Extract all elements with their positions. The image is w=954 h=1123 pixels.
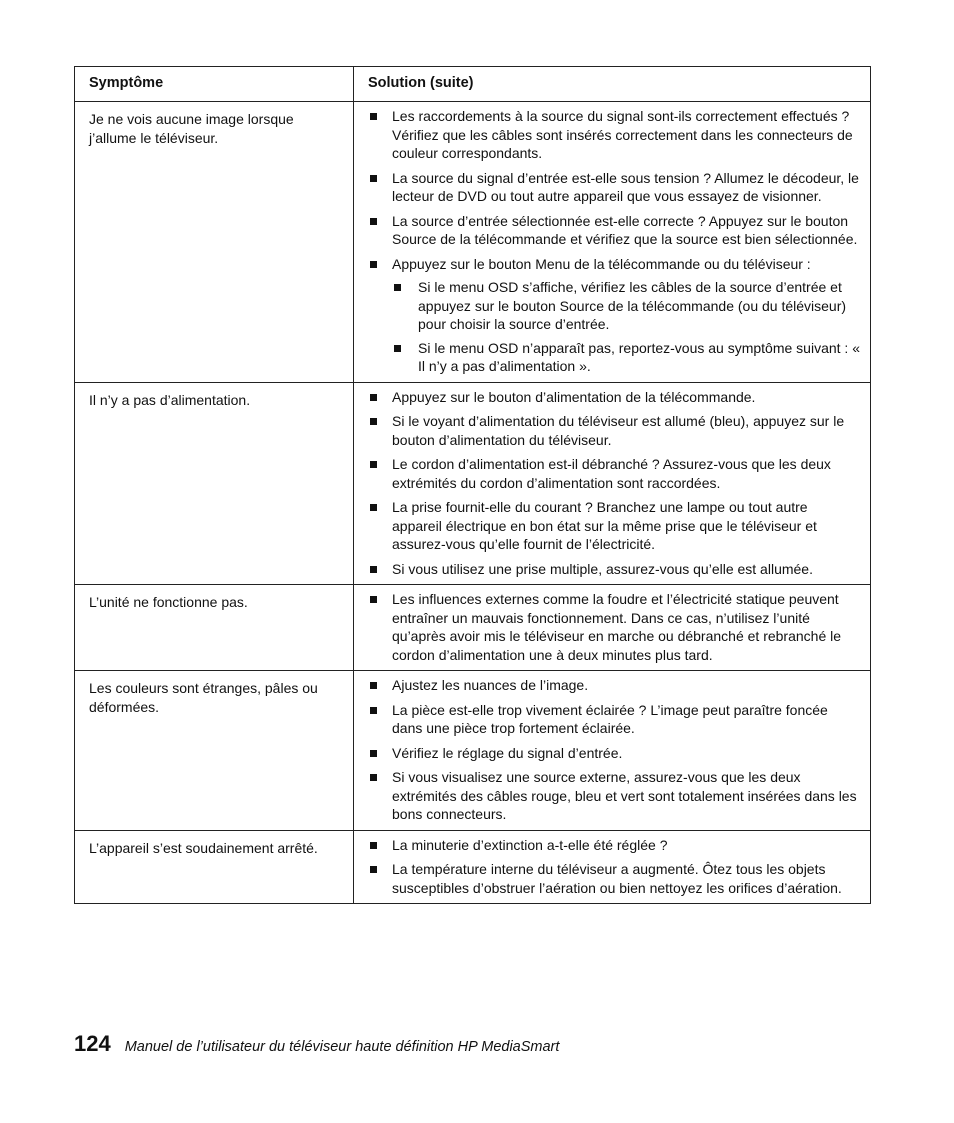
solution-item: Si le voyant d’alimentation du téléviseur est allumé (bleu), appuyez sur le bouton d’alimentation du téléviseur.	[368, 412, 860, 449]
table-row	[75, 830, 871, 904]
header-solution: Solution (suite)	[354, 67, 871, 102]
solution-item: La source du signal d’entrée est-elle sous tension ? Allumez le décodeur, le lecteur de DVD ou tout autre appareil que vous essayez de visionner.	[368, 169, 860, 206]
solution-cell	[354, 382, 871, 585]
symptom-cell: L’appareil s’est soudainement arrêté.	[75, 830, 354, 904]
solution-item: La source d’entrée sélectionnée est-elle correcte ? Appuyez sur le bouton Source de la télécommande et vérifiez que la source est bien sélectionnée.	[368, 212, 860, 249]
solution-list	[368, 676, 860, 824]
solution-item: Les influences externes comme la foudre et l’électricité statique peuvent entraîner un mauvais fonctionnement. Dans ce cas, n’utilisez l’unité qu’après avoir mis le téléviseur en marche ou débranché et rebranché le cordon d’alimentation une à deux minutes plus tard.	[368, 590, 860, 664]
symptom-cell: Je ne vois aucune image lorsque j’allume le téléviseur.	[75, 102, 354, 383]
symptom-cell: Les couleurs sont étranges, pâles ou déformées.	[75, 671, 354, 831]
solution-item: La prise fournit-elle du courant ? Branchez une lampe ou tout autre appareil électrique en bon état sur la même prise que le téléviseur et assurez-vous qu’elle fournit de l’électricité.	[368, 498, 860, 554]
solution-cell	[354, 671, 871, 831]
symptom-cell: Il n’y a pas d’alimentation.	[75, 382, 354, 585]
solution-cell	[354, 102, 871, 383]
solution-item: Vérifiez le réglage du signal d’entrée.	[368, 744, 860, 763]
table-header-row	[75, 67, 871, 102]
solution-item: Appuyez sur le bouton d’alimentation de la télécommande.	[368, 388, 860, 407]
solution-item: Le cordon d’alimentation est-il débranché ? Assurez-vous que les deux extrémités du cordon d’alimentation sont raccordées.	[368, 455, 860, 492]
footer-title: Manuel de l’utilisateur du téléviseur haute définition HP MediaSmart	[124, 1039, 560, 1055]
solution-item-with-sublist	[368, 255, 860, 376]
table-row	[75, 585, 871, 671]
solution-subitem: Si le menu OSD s’affiche, vérifiez les câbles de la source d’entrée et appuyez sur le bouton Source de la télécommande (ou du téléviseur) pour choisir la source d’entrée.	[392, 278, 860, 334]
table-row	[75, 671, 871, 831]
page-footer	[74, 1031, 559, 1057]
solution-item: Les raccordements à la source du signal sont-ils correctement effectués ? Vérifiez que les câbles sont insérés correctement dans les connecteurs de couleur correspondants.	[368, 107, 860, 163]
solution-cell	[354, 830, 871, 904]
table-row	[75, 102, 871, 383]
solution-list	[368, 590, 860, 664]
solution-list	[368, 107, 860, 376]
table-row	[75, 382, 871, 585]
solution-item: Si vous utilisez une prise multiple, assurez-vous qu’elle est allumée.	[368, 560, 860, 579]
solution-item-text: Appuyez sur le bouton Menu de la télécommande ou du téléviseur :	[392, 255, 811, 272]
solution-list	[368, 388, 860, 579]
page-number: 124	[74, 1031, 111, 1056]
solution-list	[368, 836, 860, 898]
solution-item: La minuterie d’extinction a-t-elle été réglée ?	[368, 836, 860, 855]
header-symptom: Symptôme	[75, 67, 354, 102]
solution-item: La pièce est-elle trop vivement éclairée ? L’image peut paraître foncée dans une pièce trop fortement éclairée.	[368, 701, 860, 738]
symptom-cell: L’unité ne fonctionne pas.	[75, 585, 354, 671]
troubleshooting-table	[74, 66, 871, 904]
solution-cell	[354, 585, 871, 671]
solution-sublist	[392, 278, 860, 376]
solution-item: Ajustez les nuances de l’image.	[368, 676, 860, 695]
solution-subitem: Si le menu OSD n’apparaît pas, reportez-vous au symptôme suivant : « Il n’y a pas d’alimentation ».	[392, 339, 860, 376]
solution-item: Si vous visualisez une source externe, assurez-vous que les deux extrémités des câbles rouge, bleu et vert sont totalement insérées dans les bons connecteurs.	[368, 768, 860, 824]
solution-item: La température interne du téléviseur a augmenté. Ôtez tous les objets susceptibles d’obstruer l’aération ou bien nettoyez les orifices d’aération.	[368, 860, 860, 897]
